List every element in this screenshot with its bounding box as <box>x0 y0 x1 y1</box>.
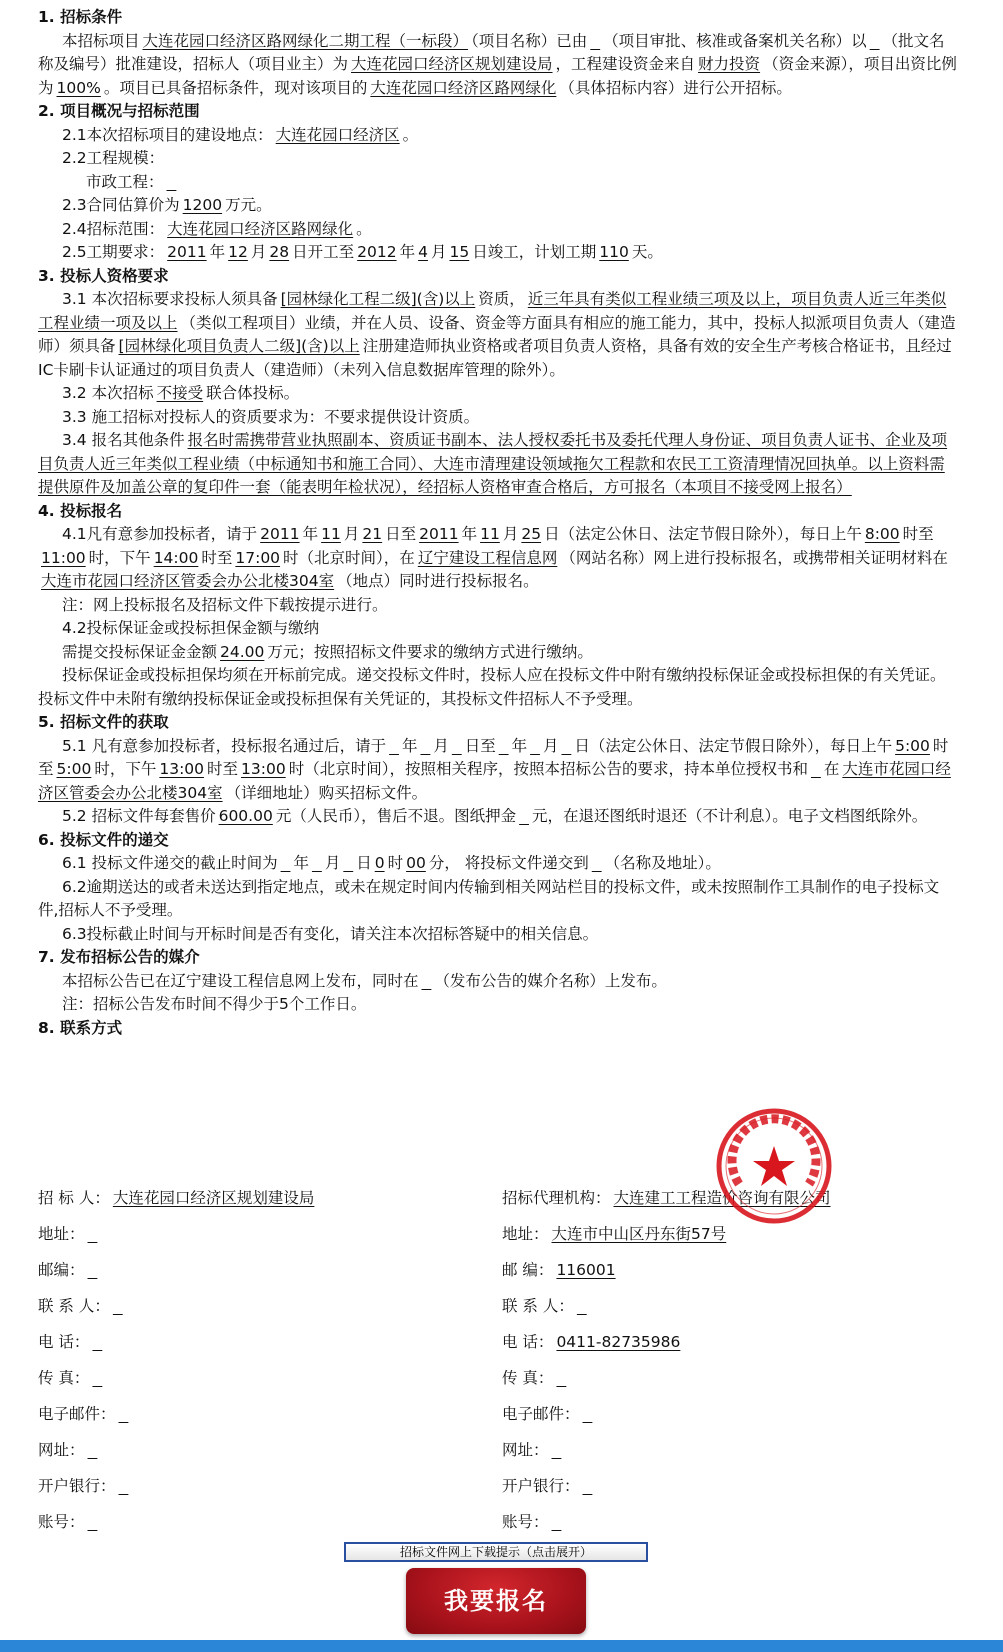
document-purchase-paragraph: 5.1 凡有意参加投标者，投标报名通过后，请于 年 月 日至 年 月 日（法定公休日、法定节假日除外），每日上午 5:00 时至 5:00 时，下午 13:00 时至 13:00 时（北京时间），按照相关程序，按照本招标公告的要求，持本单位授权书和 在 大连市花园口经济区管委会办公北楼304室 （详细地址）购买招标文件。 <box>38 736 951 802</box>
late-submission-paragraph: 6.2逾期送达的或者未送达到指定地点，或未在规定时间内传输到相关网站栏目的投标文件，或未按照制作工具制作的电子投标文件,招标人不予受理。 <box>38 877 940 919</box>
contact-row <box>38 1258 958 1294</box>
media-note: 注：招标公告发布时间不得少于5个工作日。 <box>62 995 367 1013</box>
media-line: 本招标公告已在辽宁建设工程信息网上发布，同时在 （发布公告的媒介名称）上发布。 <box>62 971 667 990</box>
bottom-bar <box>0 1640 1003 1652</box>
schedule-line: 2.5工期要求： 2011 年 12 月 28 日开工至 2012 年 4 月 15 日竣工，计划工期 110 天。 <box>62 243 663 261</box>
seal-star-icon <box>753 1146 795 1186</box>
design-qualification-line: 3.3 施工招标对投标人的资质要求为：不要求提供设计资质。 <box>62 407 480 426</box>
section-3-title: 3. 投标人资格要求 <box>38 266 169 285</box>
contact-right-cell: 开户银行： <box>502 1477 580 1495</box>
contact-right-cell: 电 话： 0411-82735986 <box>502 1333 681 1351</box>
contact-right-cell: 招标代理机构： 大连建工工程造价咨询有限公司 <box>502 1189 831 1207</box>
joint-bid-line: 3.2 本次招标 不接受 联合体投标。 <box>62 384 300 402</box>
deposit-paragraph: 投标保证金或投标担保均须在开标前完成。递交投标文件时，投标人应在投标文件中附有缴纳投标保证金或投标担保的有关凭证。投标文件中未附有缴纳投标保证金或投标担保有关凭证的，其投标文件招标人不予受理。 <box>38 666 946 708</box>
contact-row <box>38 1366 958 1402</box>
submission-deadline-line: 6.1 投标文件递交的截止时间为 年 月 日 0 时 00 分， 将投标文件递交到 （名称及地址）。 <box>62 854 721 872</box>
contact-row <box>38 1222 958 1258</box>
contact-row <box>38 1474 958 1510</box>
qualification-paragraph: 3.1 本次招标要求投标人须具备 [园林绿化工程二级](含)以上 资质， 近三年具有类似工程业绩三项及以上，项目负责人近三年类似工程业绩一项及以上 （类似工程项目）业绩，并在人员、设备、资金等方面具有相应的施工能力，其中，投标人拟派项目负责人（建造师）须具备 [园林绿化项目负责人二级](含)以上 注册建造师执业资格或者项目负责人资格，具备有效的安全生产考核合格证书，且经过IC卡刷卡认证通过的项目负责人（建造师）（未列入信息数据库管理的除外）。 <box>38 290 956 379</box>
section-5-title: 5. 招标文件的获取 <box>38 713 169 731</box>
scope-line: 2.4招标范围： 大连花园口经济区路网绿化 。 <box>62 219 372 238</box>
contact-right-cell: 地址： 大连市中山区丹东街57号 <box>502 1225 727 1243</box>
contact-left-cell: 电子邮件： <box>38 1405 116 1423</box>
contact-row <box>38 1330 958 1366</box>
contact-left-cell: 邮编： <box>38 1261 85 1279</box>
section-1-title: 1. 招标条件 <box>38 8 123 26</box>
deposit-heading: 4.2投标保证金或投标担保金额与缴纳 <box>62 619 320 637</box>
section-4-title: 4. 投标报名 <box>38 501 123 520</box>
other-conditions-paragraph: 3.4 报名其他条件 报名时需携带营业执照副本、资质证书副本、法人授权委托书及委托代理人身份证、项目负责人证书、企业及项目负责人近三年类似工程业绩（中标通知书和施工合同）、大连市清理建设领域拖欠工程款和农民工工资清理情况回执单。以上资料需提供原件及加盖公章的复印件一套（能表明年检状况），经招标人资格审查合格后，方可报名（本项目不接受网上报名） <box>38 431 948 496</box>
contact-left-cell: 账号： <box>38 1513 85 1531</box>
document-cost-paragraph: 5.2 招标文件每套售价 600.00 元（人民币），售后不退。图纸押金 元，在退还图纸时退还（不计利息）。电子文档图纸除外。 <box>62 807 928 825</box>
contact-right-cell: 网址： <box>502 1441 549 1459</box>
contact-left-cell: 电 话： <box>38 1333 90 1351</box>
registration-paragraph: 4.1凡有意参加投标者，请于 2011 年 11 月 21 日至 2011 年 11 月 25 日（法定公休日、法定节假日除外），每日上午 8:00 时至11:00 时，下午 14:00 时至 17:00 时（北京时间），在 辽宁建设工程信息网 （网站名称）网上进行投标报名，或携带相关证明材料在大连市花园口经济区管委会办公北楼304室 （地点）同时进行投标报名。 <box>41 525 948 590</box>
section-7-title: 7. 发布招标公告的媒介 <box>38 948 200 966</box>
contact-table <box>38 1186 958 1546</box>
tender-notice <box>38 6 958 1040</box>
contact-left-cell: 地址： <box>38 1225 85 1243</box>
price-line: 2.3合同估算价为 1200 万元。 <box>62 196 272 214</box>
section-2-title: 2. 项目概况与招标范围 <box>38 102 200 120</box>
contact-right-cell: 传 真： <box>502 1369 554 1387</box>
section-1-body: 本招标项目 大连花园口经济区路网绿化二期工程（一标段） （项目名称）已由 （项目审批、核准或备案机关名称）以 （批文名称及编号）批准建设，招标人（项目业主）为 大连花园口经济区规划建设局 ，工程建设资金来自 财力投资 （资金来源），项目出资比例为 100% 。项目已具备招标条件，现对该项目的 大连花园口经济区路网绿化 （具体招标内容）进行公开招标。 <box>38 31 957 97</box>
scale-line: 2.2工程规模： <box>62 149 165 167</box>
section-8-title: 8. 联系方式 <box>38 1018 123 1037</box>
contact-left-cell: 开户银行： <box>38 1477 116 1495</box>
contact-right-cell: 联 系 人： <box>502 1297 574 1315</box>
contact-row <box>38 1294 958 1330</box>
contact-right-cell: 电子邮件： <box>502 1405 580 1423</box>
contact-row <box>38 1438 958 1474</box>
registration-note: 注：网上投标报名及招标文件下载按提示进行。 <box>62 595 388 614</box>
municipal-line: 市政工程： <box>86 172 164 191</box>
contact-right-cell: 账号： <box>502 1513 549 1531</box>
company-seal <box>714 1106 834 1226</box>
register-button[interactable]: 我要报名 <box>406 1568 586 1634</box>
contact-right-cell: 邮 编： 116001 <box>502 1261 616 1279</box>
contact-left-cell: 网址： <box>38 1441 85 1459</box>
contact-row <box>38 1510 958 1546</box>
contact-left-cell: 招 标 人： 大连花园口经济区规划建设局 <box>38 1189 315 1207</box>
deadline-change-line: 6.3投标截止时间与开标时间是否有变化，请关注本次招标答疑中的相关信息。 <box>62 924 599 943</box>
contact-left-cell: 联 系 人： <box>38 1297 110 1315</box>
download-tips-expand-button[interactable]: 招标文件网上下载提示（点击展开） <box>344 1542 648 1562</box>
location-line: 2.1本次招标项目的建设地点： 大连花园口经济区 。 <box>62 125 419 144</box>
contact-left-cell: 传 真： <box>38 1369 90 1387</box>
contact-row <box>38 1402 958 1438</box>
section-6-title: 6. 投标文件的递交 <box>38 830 169 849</box>
deposit-line: 需提交投标保证金金额 24.00 万元；按照招标文件要求的缴纳方式进行缴纳。 <box>62 642 593 661</box>
